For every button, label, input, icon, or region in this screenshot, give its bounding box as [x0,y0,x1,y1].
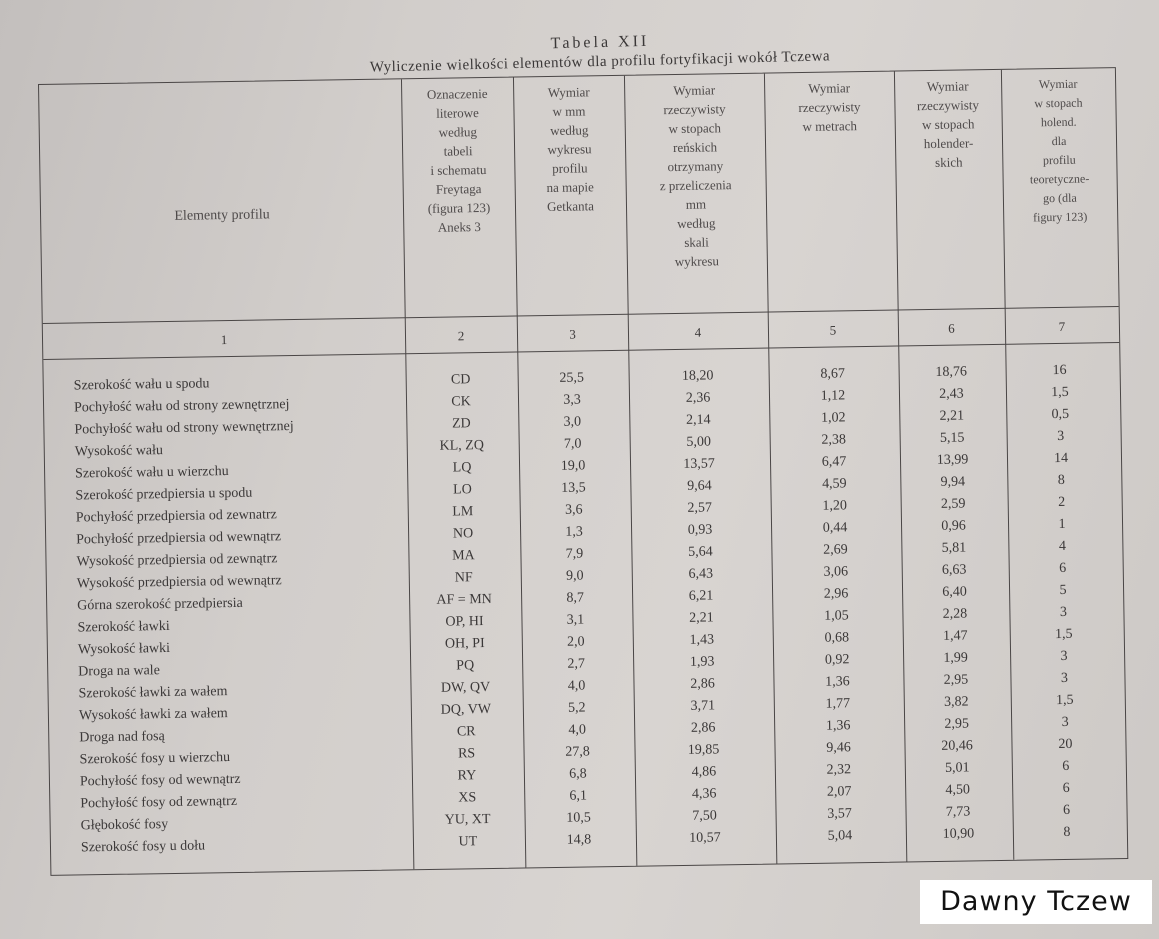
row-value: 2,21 [689,610,714,626]
row-value: 2,69 [823,542,848,558]
row-value: 18,20 [681,368,714,384]
header-col-7: Wymiar w stopach holend. dla profilu teoretyczne- go (dla figury 123) [1029,76,1090,225]
row-value: 13,57 [683,456,715,472]
header-col-4: Wymiar rzeczywisty w stopach reńskich otrzymany z przeliczenia mm według skali wykresu [659,82,732,270]
row-value: 5,01 [944,760,970,776]
header-col-5: Wymiar rzeczywisty w metrach [798,80,861,134]
row-value: 7,73 [945,804,971,820]
row-value: NF [454,570,473,586]
row-value: 2,95 [943,672,969,688]
column-number: 6 [948,320,955,336]
row-value: 1,5 [1051,384,1069,401]
row-value: 7,0 [563,436,582,452]
row-value: 3 [1057,428,1065,445]
row-value: 8 [1063,824,1071,840]
row-value: ZD [451,416,471,432]
row-value: 3,0 [563,414,582,430]
row-value: 1,20 [822,498,848,514]
row-value: 3 [1061,714,1069,730]
row-value: 1,77 [825,696,851,712]
row-value: 6 [1062,780,1070,796]
row-value: 2,96 [823,586,849,602]
row-value: 6,40 [942,584,967,600]
row-value: 5,04 [827,828,853,844]
column-number: 3 [569,326,576,342]
column-number: 5 [829,322,837,338]
row-value: 1,05 [824,608,849,624]
row-value: 7,50 [692,808,717,824]
row-value: 4,0 [567,678,586,694]
row-label: Wysokość przedpiersia od wewnątrz [76,573,282,592]
row-value: 0,68 [824,630,850,646]
row-value: 2,59 [940,496,966,512]
row-label: Pochyłość wału od strony zewnętrznej [73,397,290,416]
row-value: 13,99 [936,452,969,468]
row-value: 2,07 [826,784,852,800]
row-value: UT [458,834,478,850]
row-value: 4,59 [822,476,847,492]
row-value: DQ, VW [440,701,492,718]
row-value: 9,0 [565,568,584,584]
row-value: 2,86 [690,676,715,692]
row-value: 6 [1062,758,1070,774]
row-value: 25,5 [559,370,585,386]
row-value: 13,5 [561,480,586,496]
row-value: RY [457,768,477,784]
row-value: 7,9 [565,546,584,562]
row-value: 4 [1058,538,1067,555]
row-label: Wysokość wału [74,443,164,460]
header-col-3: Wymiar w mm według wykresu profilu na mapie Getkanta [546,84,595,215]
row-value: PQ [456,658,475,674]
row-value: 6,21 [688,588,714,604]
row-value: CR [456,724,476,740]
row-label: Pochyłość fosy od zewnątrz [80,793,238,812]
row-value: 20,46 [941,738,973,754]
row-value: 1,5 [1055,692,1074,709]
row-label: Górna szerokość przedpiersia [77,595,243,614]
row-value: 1,47 [942,628,968,644]
row-value: 3,3 [563,392,581,408]
row-value: 0,96 [941,518,966,534]
row-value: 1,36 [825,718,851,734]
row-value: MA [452,548,475,564]
row-value: 2,86 [690,720,716,736]
row-value: 2 [1058,494,1066,511]
row-label: Szerokość ławki [77,618,170,636]
row-label: Wysokość ławki za wałem [78,706,228,724]
row-value: 5,00 [686,434,712,450]
row-label: Wysokość ławki [77,640,171,658]
row-value: 3,6 [564,502,583,518]
data-table [38,67,1128,876]
row-value: 0,93 [687,522,713,538]
row-label: Droga nad fosą [79,729,165,746]
row-value: 9,46 [826,740,851,756]
row-value: 4,0 [568,722,587,738]
row-value: 1,93 [689,654,715,670]
row-label: Pochyłość przedpiersia od zewnatrz [75,507,277,526]
row-value: LO [452,482,472,498]
row-value: 1,5 [1054,626,1073,643]
row-value: 2,43 [939,386,964,402]
row-value: 1,02 [820,410,846,426]
row-value: CK [451,394,471,410]
header-col-1: Elementy profilu [174,207,270,224]
row-label: Droga na wale [78,663,160,680]
row-label: Szerokość wału u wierzchu [75,464,229,482]
table-body [44,358,1120,856]
row-label: Szerokość fosy u dołu [80,838,206,856]
row-label: Pochyłość fosy od wewnątrz [79,771,241,790]
table-title: Tabela XII [550,32,650,53]
table-subtitle: Wyliczenie wielkości elementów dla profilu fortyfikacji wokół Tczewa [369,48,831,76]
row-value: 10,90 [942,826,975,842]
row-label: Wysokość przedpiersia od zewnątrz [76,551,278,570]
column-number: 2 [457,328,465,344]
row-value: 6,47 [821,454,847,470]
row-value: 0,44 [822,520,848,536]
row-value: 3 [1059,604,1068,621]
row-value: 1,36 [825,674,850,690]
row-value: 4,36 [691,786,717,802]
row-value: AF = MN [436,591,492,608]
row-value: 2,7 [567,656,586,672]
row-value: 1,99 [943,650,968,666]
row-value: 3,1 [566,612,585,628]
column-number: 1 [220,332,228,348]
row-value: XS [458,790,477,806]
header-col-6: Wymiar rzeczywisty w stopach holender- skich [916,78,980,170]
row-label: Głębokość fosy [80,817,169,834]
row-value: 6,43 [688,566,714,582]
row-value: OP, HI [445,614,484,630]
row-value: 14 [1053,450,1069,467]
row-value: 10,57 [689,830,721,846]
row-value: 4,86 [691,764,717,780]
row-value: 1 [1058,516,1066,533]
row-value: 16 [1052,362,1067,379]
row-value: 2,95 [944,716,970,732]
row-value: 2,57 [687,500,713,516]
row-value: 8,7 [566,590,585,606]
row-value: KL, ZQ [439,438,485,454]
row-value: 18,76 [935,364,968,380]
row-value: 5 [1059,582,1067,599]
row-value: 5,2 [568,700,586,716]
row-value: 1,12 [820,388,846,404]
row-label: Szerokość fosy u wierzchu [79,750,231,768]
row-value: OH, PI [444,636,485,652]
row-value: 8 [1057,472,1065,489]
row-value: 5,15 [939,430,965,446]
row-value: 0,5 [1051,406,1070,423]
row-value: RS [457,746,476,762]
row-value: 19,0 [560,458,586,474]
row-label: Szerokość wału u spodu [73,376,210,394]
row-value: 5,64 [688,544,713,560]
row-value: 6,63 [941,562,967,578]
row-label: Szerokość ławki za wałem [78,684,228,702]
row-value: NO [452,526,474,542]
row-value: 1,43 [689,632,715,648]
row-value: 1,3 [565,524,583,540]
row-value: LM [452,504,474,520]
row-value: 3,82 [943,694,969,710]
column-number: 7 [1058,318,1066,334]
row-label: Szerokość przedpiersia u spodu [75,485,253,504]
row-value: 6,8 [569,766,587,782]
row-value: 2,14 [685,412,711,428]
row-value: 19,85 [687,742,720,758]
row-value: 9,64 [687,478,712,494]
row-value: 8,67 [820,366,846,382]
row-value: 3 [1060,648,1068,665]
row-value: DW, QV [440,679,491,696]
row-value: 0,92 [824,652,850,668]
row-value: 2,21 [939,408,965,424]
row-value: 6 [1059,560,1067,577]
row-value: 10,5 [566,810,591,826]
row-value: CD [450,372,471,388]
row-value: 27,8 [565,744,590,760]
row-value: YU, XT [444,811,491,828]
row-value: 2,28 [942,606,968,622]
row-value: 5,81 [941,540,967,556]
header-col-2: Oznaczenie literowe według tabeli i schematu Freytaga (figura 123) Aneks 3 [426,85,491,235]
row-value: LQ [452,460,472,476]
row-value: 9,94 [940,474,966,490]
row-value: 2,36 [685,390,711,406]
row-value: 3,71 [690,698,716,714]
row-value: 14,8 [566,832,592,848]
row-value: 2,0 [566,634,585,650]
row-value: 3 [1060,670,1069,687]
row-value: 6 [1062,802,1071,818]
row-value: 3,06 [823,564,849,580]
watermark: Dawny Tczew [920,880,1152,924]
row-value: 4,50 [945,782,971,798]
row-label: Pochyłość przedpiersia od wewnątrz [76,529,282,548]
row-value: 20 [1058,736,1073,753]
row-value: 2,32 [826,762,852,778]
column-number: 4 [694,324,702,340]
row-value: 6,1 [569,788,588,804]
row-value: 3,57 [827,806,852,822]
row-value: 2,38 [821,432,847,448]
row-label: Pochyłość wału od strony wewnętrznej [74,419,294,438]
